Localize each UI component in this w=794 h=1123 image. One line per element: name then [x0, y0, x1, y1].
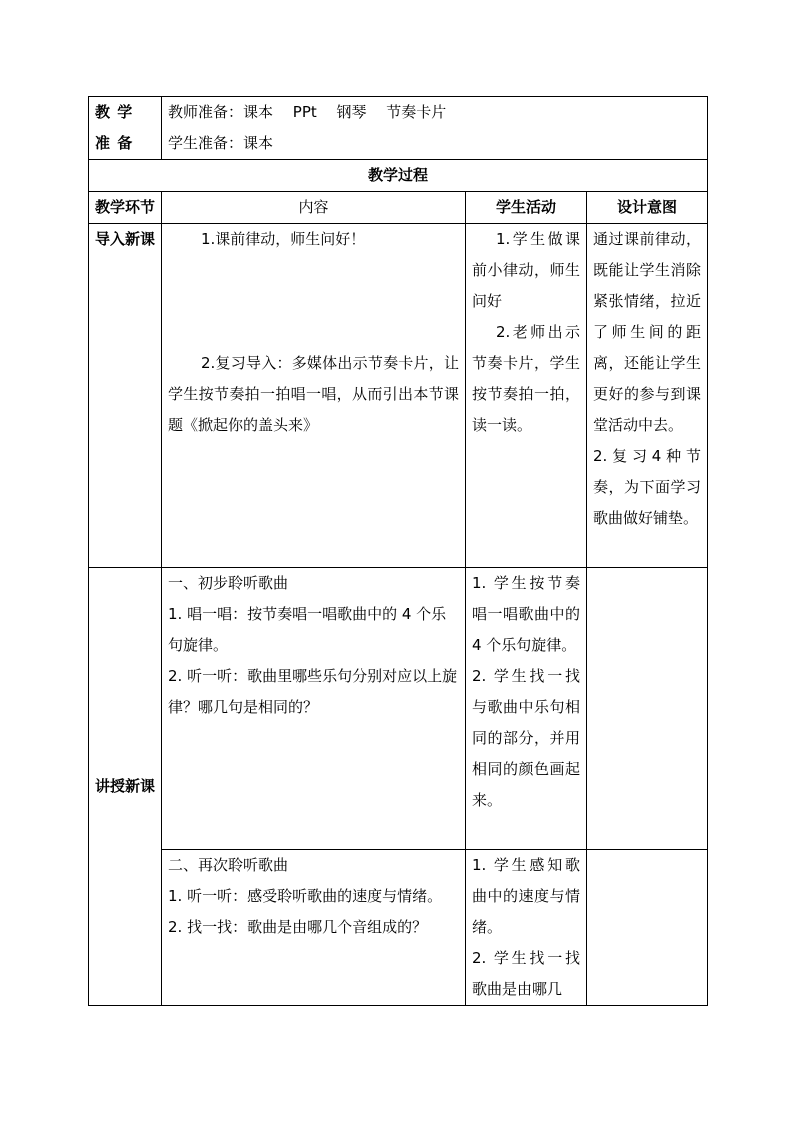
teacher-prep: 教师准备：课本 PPt 钢琴 节奏卡片 — [168, 103, 447, 121]
teach-row-1 — [89, 568, 708, 850]
intro-content-2: 2.复习导入：多媒体出示节奏卡片，让学生按节奏拍一拍唱一唱，从而引出本节课题《掀起你的盖头来》 — [168, 354, 459, 434]
teach-part1-activity-1: 1. 学生按节奏唱一唱歌曲中的 4 个乐句旋律。 — [472, 574, 580, 654]
intro-stage: 导入新课 — [89, 224, 162, 568]
intro-activity — [466, 224, 587, 568]
intro-intent — [587, 224, 708, 568]
teach-part1-title: 一、初步聆听歌曲 — [168, 574, 289, 592]
process-title: 教学过程 — [89, 160, 708, 192]
teach-part2-item-1: 1. 听一听：感受聆听歌曲的速度与情绪。 — [168, 887, 443, 905]
teach-part2-item-2: 2. 找一找：歌曲是由哪几个音组成的？ — [168, 918, 428, 936]
teach-part1-content — [162, 568, 466, 850]
teach-part1-intent — [587, 568, 708, 850]
intro-intent-1: 通过课前律动，既能让学生消除紧张情绪，拉近了师生间的距离，还能让学生更好的参与到课堂活动中去。 — [593, 230, 701, 434]
intro-intent-2: 2.复习4种节奏，为下面学习歌曲做好铺垫。 — [593, 447, 701, 527]
teach-stage: 讲授新课 — [89, 568, 162, 1006]
teach-part2-activity — [466, 850, 587, 1006]
teach-row-2 — [89, 850, 708, 1006]
prep-row — [89, 97, 708, 160]
teach-part1-item-2: 2. 听一听：歌曲里哪些乐句分别对应以上旋律？哪几句是相同的？ — [168, 667, 458, 716]
header-row — [89, 192, 708, 224]
teach-part2-activity-1: 1. 学生感知歌曲中的速度与情绪。 — [472, 856, 580, 936]
header-intent: 设计意图 — [587, 192, 708, 224]
lesson-plan-table — [88, 96, 708, 1006]
student-prep: 学生准备：课本 — [168, 134, 274, 152]
intro-activity-2: 2.老师出示节奏卡片，学生按节奏拍一拍，读一读。 — [472, 323, 580, 434]
teach-part2-activity-2: 2. 学生找一找歌曲是由哪几 — [472, 949, 580, 998]
teach-part2-content — [162, 850, 466, 1006]
prep-content — [162, 97, 708, 160]
header-content: 内容 — [162, 192, 466, 224]
teach-part2-title: 二、再次聆听歌曲 — [168, 856, 289, 874]
teach-part2-intent — [587, 850, 708, 1006]
header-activity: 学生活动 — [466, 192, 587, 224]
prep-label: 教 学 准 备 — [89, 97, 162, 160]
process-title-row — [89, 160, 708, 192]
teach-part1-item-1: 1. 唱一唱：按节奏唱一唱歌曲中的 4 个乐句旋律。 — [168, 605, 447, 654]
intro-row — [89, 224, 708, 568]
teach-part1-activity — [466, 568, 587, 850]
teach-part1-activity-2: 2. 学生找一找与歌曲中乐句相同的部分，并用相同的颜色画起来。 — [472, 667, 580, 809]
intro-content-1: 1.课前律动，师生问好！ — [201, 230, 366, 248]
header-stage: 教学环节 — [89, 192, 162, 224]
intro-content — [162, 224, 466, 568]
intro-activity-1: 1.学生做课前小律动，师生问好 — [472, 230, 580, 310]
